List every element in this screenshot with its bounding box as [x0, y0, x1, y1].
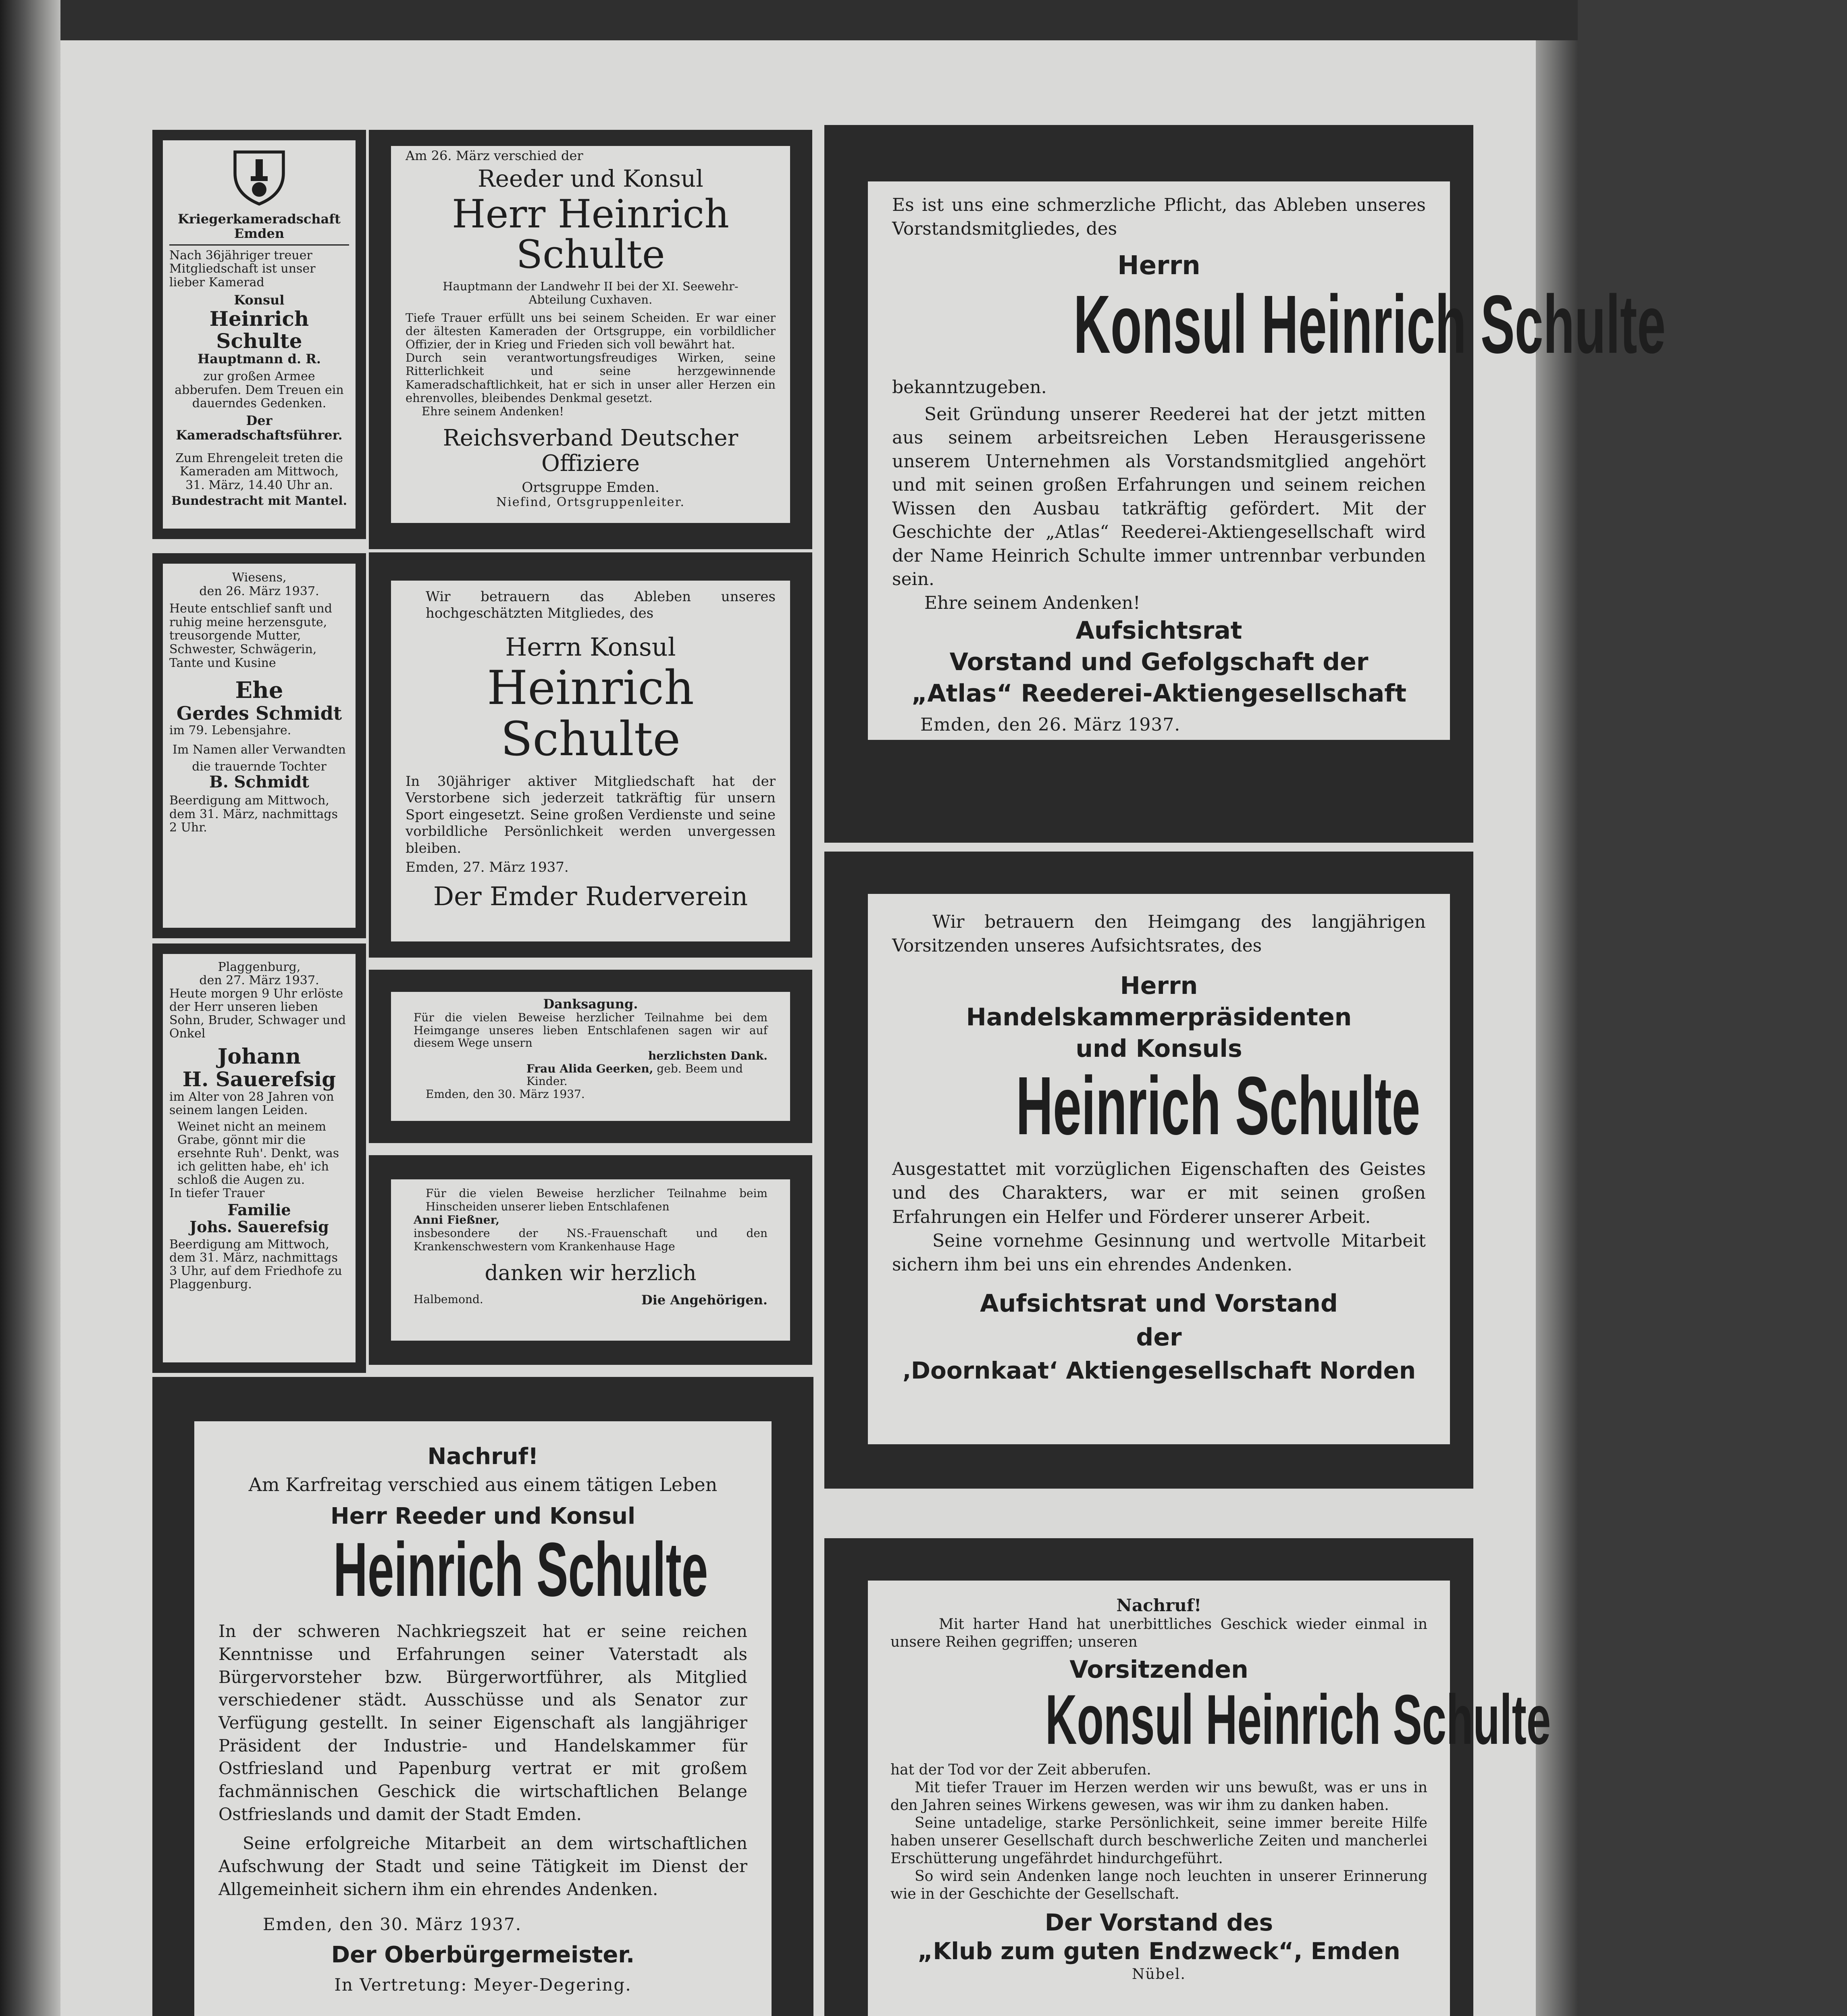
ad8-name: Heinrich Schulte — [333, 1527, 708, 1613]
ad2-p1: Tiefe Trauer erfüllt uns bei seinem Scheiden. Er war einer der ältesten Kameraden der Ortsgruppe, ein vorbildlicher Offizier, der in Krieg und Frieden sich voll bewährt hat. — [406, 311, 776, 352]
ad9-announce: bekanntzugeben. — [892, 377, 1047, 398]
ad1-title: Konsul — [234, 292, 285, 308]
ad-ruderverein — [369, 552, 812, 958]
ad9-date: Emden, den 26. März 1937. — [920, 714, 1181, 735]
ad3-dname: B. Schmidt — [209, 773, 309, 792]
ad2-name: Herr Heinrich Schulte — [451, 191, 730, 277]
ad3-funeral: Beerdigung am Mittwoch, dem 31. März, nachmittags 2 Uhr. — [169, 793, 338, 835]
ad-klub-endzweck — [824, 1538, 1551, 2016]
ad1-text2: zur großen Armee abberufen. Dem Treuen ein dauerndes Gedenken. — [175, 369, 344, 411]
ad3-place: Wiesens, — [232, 571, 287, 585]
ad-danksagung-fiessner — [369, 1155, 812, 1365]
ad2-org: Reichsverband Deutscher Offiziere — [443, 425, 738, 477]
ad10-intro: Wir betrauern den Heimgang des langjährigen Vorsitzenden unseres Aufsichtsrates, des — [892, 912, 1426, 956]
ad11-name-wrap — [890, 1681, 1551, 1760]
ad-doornkaat — [824, 852, 1473, 1489]
ad1-leader: Der Kameradschaftsführer. — [176, 412, 343, 443]
ad5-name1: Johann — [217, 1044, 301, 1069]
ad10-p1: Ausgestattet mit vorzüglichen Eigenschaften des Geistes und des Charakters, war er mit seinen großen Erfahrungen ein Helfer und Förderer unserer Arbeit. — [892, 1158, 1426, 1227]
ad5-text: Heute morgen 9 Uhr erlöste der Herr unseren lieben Sohn, Bruder, Schwager und Onkel — [169, 987, 346, 1041]
ad8-p2: Seine erfolgreiche Mitarbeit an dem wirtschaftlichen Aufschwung der Stadt und seine Tätigkeit im Dienst der Allgemeinheit sichern ihm ein ehrendes Andenken. — [218, 1833, 747, 1899]
ad9-org1: Aufsichtsrat — [1075, 616, 1242, 645]
ad11-p1: Mit tiefer Trauer im Herzen werden wir uns bewußt, was er uns in den Jahren seines Wirkens gewesen, was wir ihm zu danken haben. — [890, 1779, 1427, 1814]
ad1-text1: Nach 36jähriger treuer Mitgliedschaft ist unser lieber Kamerad — [169, 248, 316, 289]
ad8-deputy: In Vertretung: Meyer-Degering. — [334, 1974, 632, 1995]
ad3-age: im 79. Lebensjahre. — [169, 723, 291, 738]
ad2-p3: Ehre seinem Andenken! — [422, 404, 564, 418]
ad4-date: Emden, 27. März 1937. — [406, 859, 569, 876]
ad11-t1: Vorsitzenden — [1069, 1656, 1248, 1684]
ad11-p3: So wird sein Andenken lange noch leuchten in unserer Erinnerung wie in der Geschichte der Gesellschaft. — [890, 1868, 1427, 1902]
ad5-name2: H. Sauerefsig — [182, 1067, 336, 1091]
ad11-death: hat der Tod vor der Zeit abberufen. — [890, 1762, 1151, 1779]
ad10-p2: Seine vornehme Gesinnung und wertvolle Mitarbeit sichern ihm bei uns ein ehrendes Andenken. — [892, 1230, 1426, 1275]
ad2-intro: Am 26. März verschied der — [406, 148, 583, 163]
ad8-title: Nachruf! — [427, 1443, 539, 1470]
ad9-intro: Es ist uns eine schmerzliche Pflicht, das Ableben unseres Vorstandsmitgliedes, des — [892, 195, 1426, 239]
ad10-org2: der — [1136, 1323, 1182, 1352]
ad8-date: Emden, den 30. März 1937. — [263, 1914, 522, 1934]
ad1-rank: Hauptmann d. R. — [197, 351, 321, 367]
ad8-sign: Der Oberbürgermeister. — [331, 1942, 635, 1968]
ad10-name: Heinrich Schulte — [1016, 1059, 1421, 1152]
ad-kriegerkameradschaft — [152, 130, 366, 539]
book-spine — [0, 0, 60, 2016]
ad-sauerefsig — [152, 943, 366, 1373]
ad-oberbuergermeister — [152, 1377, 813, 2016]
ad2-rank: Hauptmann der Landwehr II bei der XI. Seewehr-Abteilung Cuxhaven. — [443, 279, 738, 307]
ad8-p1: In der schweren Nachkriegszeit hat er seine reichen Kenntnisse und Erfahrungen seiner Vaterstadt als Bürgervorsteher bzw. Bürgerwortführer, als Mitglied verschiedener städt. Ausschüsse und als Senator zur Verfügung gestellt. In seiner Eigenschaft als langjähriger Präsident der Industrie- und Handelskammer für Ostfriesland und Papenburg vertrat er mit großem fachmännischen Geschick die wirtschaftlichen Belange Ostfrieslands und damit der Stadt Emden. — [218, 1621, 747, 1824]
ad1-text3: Zum Ehrengeleit treten die Kameraden am Mittwoch, 31. März, 14.40 Uhr an. — [175, 451, 343, 492]
ad11-intro: Mit harter Hand hat unerbittliches Geschick wieder einmal in unsere Reihen gegriffen; unseren — [890, 1616, 1427, 1651]
ad6-sign: Frau Alida Geerken, — [526, 1062, 653, 1075]
ad7-footer — [414, 1293, 768, 1308]
ad7-name: Anni Fießner, — [414, 1213, 500, 1227]
ad6-title: Danksagung. — [543, 996, 638, 1012]
ad10-t1: Herrn — [1120, 971, 1198, 1000]
ad5-mourn: In tiefer Trauer — [169, 1186, 265, 1201]
ad2-title: Reeder und Konsul — [478, 165, 703, 193]
ad4-title: Herrn Konsul — [505, 632, 676, 662]
veteran-emblem-icon — [229, 146, 289, 206]
ad3-title: Ehe — [235, 677, 283, 704]
ad10-t3: und Konsuls — [1075, 1034, 1242, 1063]
ad6-thanks: herzlichsten Dank. — [648, 1049, 768, 1063]
ad7-text2: insbesondere der NS.-Frauenschaft und den Krankenschwestern vom Krankenhause Hage — [414, 1227, 768, 1254]
ad4-intro: Wir betrauern das Ableben unseres hochgeschätzten Mitgliedes, des — [426, 589, 776, 622]
ad9-honor: Ehre seinem Andenken! — [924, 592, 1140, 613]
ad3-mourn: Im Namen aller Verwandten — [173, 742, 346, 757]
ad9-p1: Seit Gründung unserer Reederei hat der jetzt mitten aus seinem arbeitsreichen Leben Herausgerissene unserem Unternehmen als Vorstandsmitglied angehört und mit seinen großen Erfahrungen und seinem reichen Wissen den Ausbau tatkräftig gefördert. Mit der Geschichte der „Atlas“ Reederei-Aktiengesellschaft wird der Name Heinrich Schulte immer untrennbar verbunden sein. — [892, 404, 1426, 590]
ad9-name-wrap — [892, 278, 1666, 371]
ad2-p2: Durch sein verantwortungsfreudiges Wirken, seine Ritterlichkeit und seine herzgewinnende Kameradschaftlichkeit, hat er sich in unser aller Herzen ein ehrenvolles, bleibendes Denkmal gesetzt. — [406, 351, 776, 405]
ad10-name-wrap — [892, 1059, 1426, 1152]
ad7-place: Halbemond. — [414, 1292, 483, 1306]
ad11-title: Nachruf! — [1116, 1595, 1202, 1615]
ad11-name: Konsul Heinrich Schulte — [1045, 1681, 1551, 1760]
ad5-place: Plaggenburg, — [218, 960, 301, 974]
ad8-name-wrap — [218, 1527, 747, 1613]
ad9-herrn: Herrn — [1117, 251, 1200, 281]
ad3-daughter: die trauernde Tochter — [192, 759, 327, 774]
ad1-org: Kriegerkameradschaft Emden — [169, 212, 349, 246]
ad6-sign2: geb. Beem und Kinder. — [526, 1062, 743, 1088]
ad5-verse: Weinet nicht an meinem Grabe, gönnt mir die ersehnte Ruh'. Denkt, was ich gelitten habe, eh' ich schloß die Augen zu. — [177, 1120, 339, 1187]
ad8-intro: Am Karfreitag verschied aus einem tätigen Leben — [248, 1473, 718, 1495]
ad7-thanks: danken wir herzlich — [485, 1261, 697, 1286]
ad9-org3: „Atlas“ Reederei-Aktiengesellschaft — [911, 679, 1407, 708]
ad5-date: den 27. März 1937. — [199, 973, 319, 987]
ad6-text: Für die vielen Beweise herzlicher Teilnahme bei dem Heimgange unseres lieben Entschlafenen sagen wir auf diesem Wege unsern — [414, 1011, 768, 1050]
ad10-t2: Handelskammerpräsidenten — [966, 1003, 1352, 1031]
ad1-name: Heinrich Schulte — [209, 307, 309, 353]
ad10-org1: Aufsichtsrat und Vorstand — [980, 1289, 1338, 1318]
ad3-text: Heute entschlief sanft und ruhig meine herzensgute, treusorgende Mutter, Schwester, Schwägerin, Tante und Kusine — [169, 602, 332, 670]
ad-danksagung-geerken — [369, 970, 812, 1143]
ad9-name: Konsul Heinrich Schulte — [1073, 278, 1666, 371]
ad4-text: In 30jähriger aktiver Mitgliedschaft hat der Verstorbene sich jederzeit tatkräftig für unsern Sport eingesetzt. Seine großen Verdienste und seine vorbildliche Persönlichkeit werden unvergessen bleiben. — [406, 773, 776, 856]
ad11-org1: Der Vorstand des — [1044, 1909, 1273, 1937]
ad5-funeral: Beerdigung am Mittwoch, dem 31. März, nachmittags 3 Uhr, auf dem Friedhofe zu Plaggenburg. — [169, 1237, 342, 1291]
ad5-family: Familie — [227, 1201, 291, 1219]
ad3-date: den 26. März 1937. — [199, 584, 319, 598]
ad-reichsverband — [369, 130, 812, 549]
ad5-fname: Johs. Sauerefsig — [189, 1217, 329, 1236]
ad-schmidt — [152, 553, 366, 938]
ad11-sign: Nübel. — [1132, 1966, 1186, 1983]
ad4-org: Der Emder Ruderverein — [433, 881, 748, 912]
ad6-date: Emden, den 30. März 1937. — [426, 1087, 585, 1101]
ad2-sign: Niefind, Ortsgruppenleiter. — [496, 495, 685, 510]
ad4-name: Heinrich Schulte — [487, 660, 694, 767]
ad5-age: im Alter von 28 Jahren von seinem langen Leiden. — [169, 1090, 334, 1118]
ad2-group: Ortsgruppe Emden. — [522, 479, 659, 496]
ad6-sign-line — [414, 1062, 768, 1088]
ad11-org2: „Klub zum guten Endzweck“, Emden — [917, 1937, 1400, 1965]
ad-atlas-reederei — [824, 125, 1666, 843]
ad3-name: Gerdes Schmidt — [176, 702, 342, 724]
ad8-title2: Herr Reeder und Konsul — [330, 1503, 636, 1529]
ad9-org2: Vorstand und Gefolgschaft der — [949, 648, 1369, 677]
ad1-dress: Bundestracht mit Mantel. — [171, 494, 347, 508]
ad10-org3: ‚Doornkaat‘ Aktiengesellschaft Norden — [902, 1356, 1416, 1384]
ad7-text: Für die vielen Beweise herzlicher Teilnahme beim Hinscheiden unserer lieben Entschlafenen — [426, 1187, 768, 1214]
ad11-p2: Seine untadelige, starke Persönlichkeit, seine immer bereite Hilfe haben unserer Gesellschaft durch beschwerliche Zeiten und mancherlei Erschütterung ungefährdet hindurchgeführt. — [890, 1814, 1427, 1867]
ad7-sign: Die Angehörigen. — [641, 1292, 768, 1308]
